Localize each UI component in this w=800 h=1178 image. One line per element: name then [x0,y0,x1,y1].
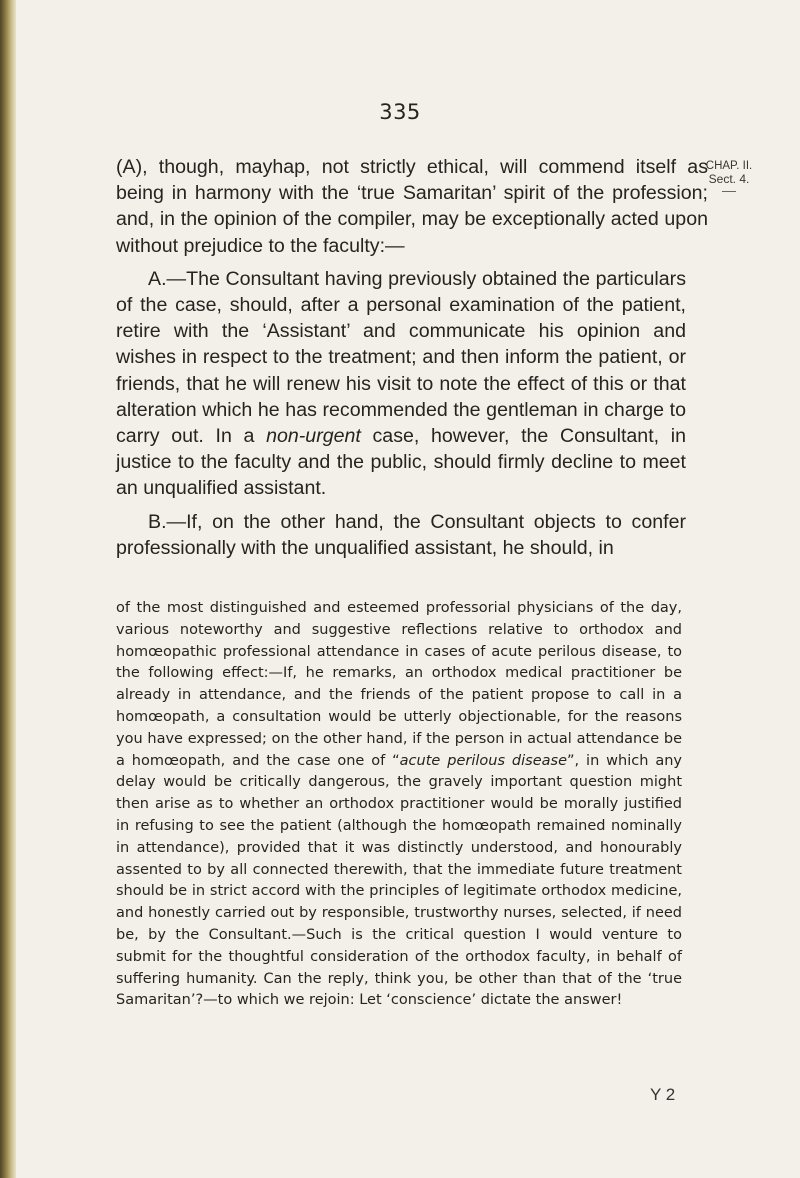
footnote-text: of the most distinguished and esteemed professorial physicians of the day, various noteworthy and suggestive reflections relative to orthodox and homœopathic professional attendance in cases of acute perilous disease, to the following effect:—If, he remarks, an orthodox medical practitioner be already in attendance, and the friends of the patient propose to call in a homœopath, a consultation would be utterly objectionable, for the reasons you have expressed; on the other hand, if the person in actual attendance be a homœopath, and the case one of “ [116,600,682,769]
paragraph-a [116,266,686,502]
page-number: 335 [379,100,421,124]
book-binding-edge [0,0,16,1178]
chapter-label: CHAP. II. [705,160,753,172]
paragraph-a-emphasis: non-urgent [266,425,361,448]
paragraph-a-text: A.—The Consultant having previously obtained the particulars of the case, should, after a personal examination of the patient, retire with the ‘Assistant’ and communicate his opinion and wishes in respect to the treatment; and then inform the patient, or friends, that he will renew his visit to note the effect of this or that alteration which he has recommended the gentleman in charge to carry out. In a [116,267,686,448]
footnote-text-end: ”, in which any delay would be critically dangerous, the gravely important question might then arise as to whether an orthodox practitioner would be morally justified in refusing to see the patient (although the homœopath remained nominally in attendance), provided that it was distinctly understood, and honourably assented to by all connected therewith, that the immediate future treatment should be in strict accord with the principles of legitimate orthodox medicine, and honestly carried out by responsible, trustworthy nurses, selected, if need be, by the Consultant.—Such is the critical question I would venture to submit for the thoughtful consideration of the orthodox faculty, in behalf of suffering humanity. Can the reply, think you, be other than that of the ‘true Samaritan’?—to which we rejoin: Let ‘conscience’ dictate the answer! [116,752,682,1009]
paragraph-b: B.—If, on the other hand, the Consultant objects to confer professionally with the unqualified assistant, he should, in [116,510,686,559]
main-text [116,154,708,561]
intro-paragraph: (A), though, mayhap, not strictly ethical, will commend itself as being in harmony with the ‘true Samaritan’ spirit of the profession; and, in the opinion of the compiler, may be exceptionally acted upon without prejudice to the faculty:— [116,156,708,257]
signature-mark: Y 2 [650,1085,676,1104]
footnote-paragraph [116,598,682,1012]
margin-rule [722,191,736,192]
footnote-emphasis: acute perilous disease [399,752,567,769]
paragraph-a-text-end: case, however, the Consultant, in justice to the faculty and the public, should firmly decline to meet an unqualified assistant. [116,425,686,500]
section-label: Sect. 4. [708,172,750,186]
footnote [116,598,682,1012]
